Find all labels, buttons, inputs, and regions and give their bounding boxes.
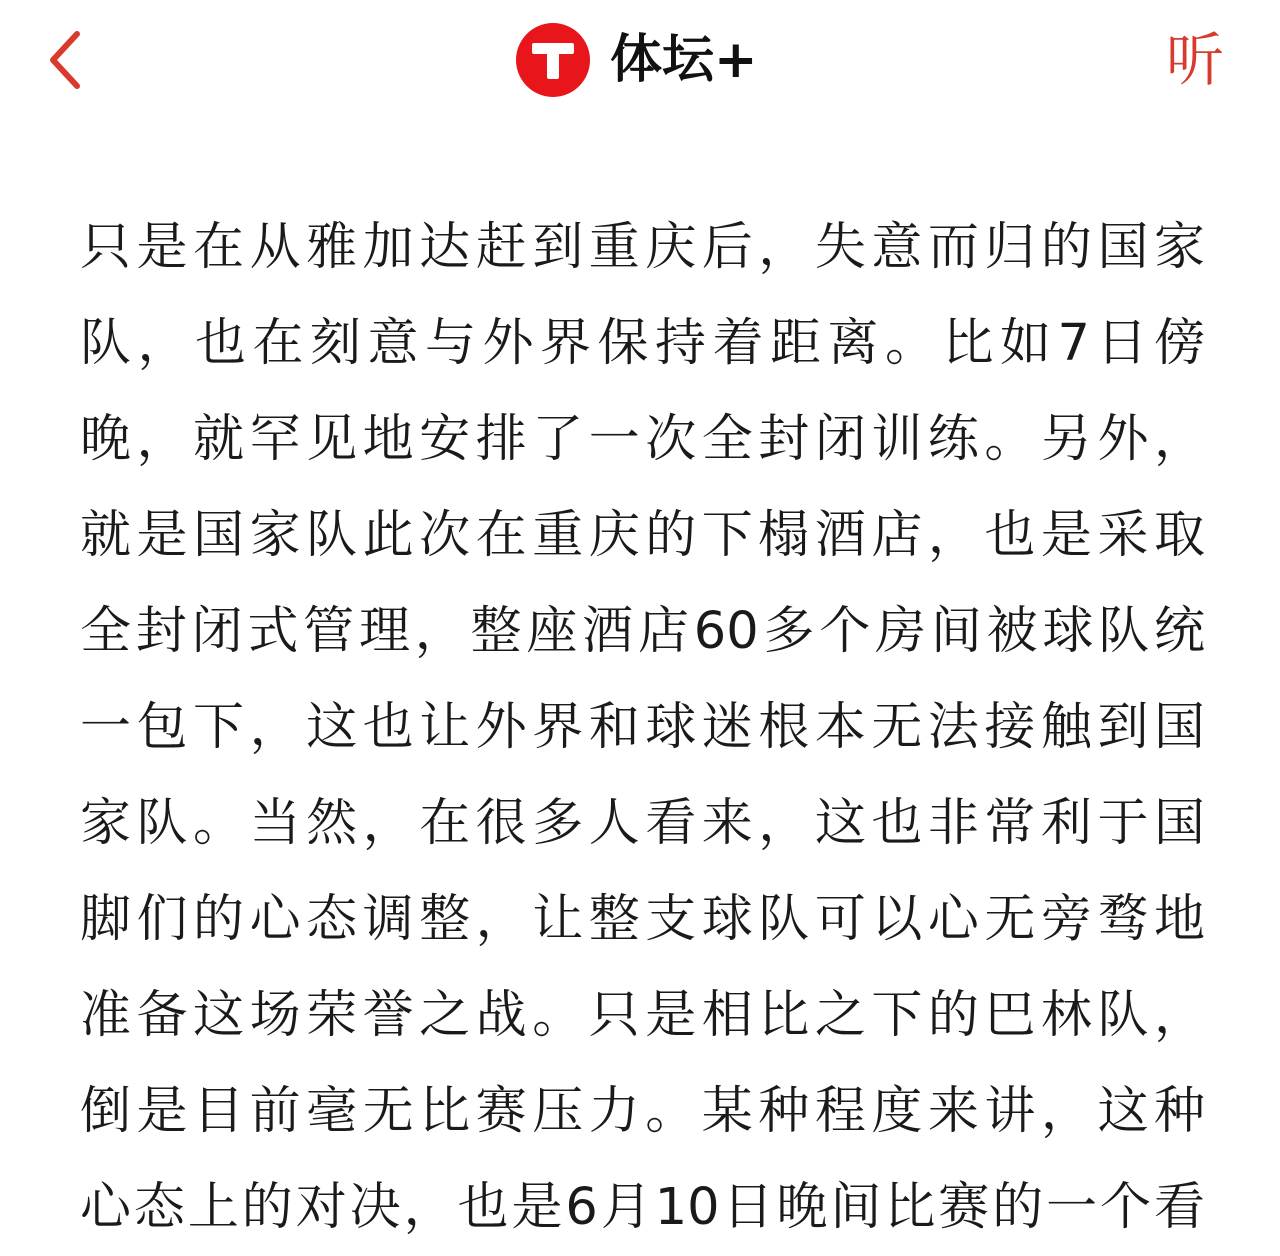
listen-button[interactable]: 听 <box>1165 26 1224 94</box>
back-button[interactable] <box>30 18 100 102</box>
article-line: 一包下，这也让外界和球迷根本无法接触到国 <box>80 698 1205 757</box>
article-line: 全封闭式管理，整座酒店60多个房间被球队统 <box>80 602 1205 661</box>
chevron-left-icon <box>45 28 85 92</box>
article-body <box>80 200 1205 1256</box>
t-logo-icon <box>516 23 590 97</box>
article-line: 就是国家队此次在重庆的下榻酒店，也是采取 <box>80 506 1205 565</box>
article-line: 家队。当然，在很多人看来，这也非常利于国 <box>80 794 1205 853</box>
top-navigation-bar <box>0 0 1280 120</box>
article-line: 心态上的对决，也是6月10日晚间比赛的一个看 <box>80 1178 1205 1237</box>
article-line: 只是在从雅加达赶到重庆后，失意而归的国家 <box>80 218 1205 277</box>
article-line: 晚，就罕见地安排了一次全封闭训练。另外， <box>80 410 1205 469</box>
article-line: 准备这场荣誉之战。只是相比之下的巴林队， <box>80 986 1205 1045</box>
article-line: 倒是目前毫无比赛压力。某种程度来讲，这种 <box>80 1082 1205 1141</box>
app-name: 体坛+ <box>610 30 758 90</box>
article-line: 队，也在刻意与外界保持着距离。比如7日傍 <box>80 314 1205 373</box>
app-brand <box>516 22 758 98</box>
article-line: 脚们的心态调整，让整支球队可以心无旁骛地 <box>80 890 1205 949</box>
